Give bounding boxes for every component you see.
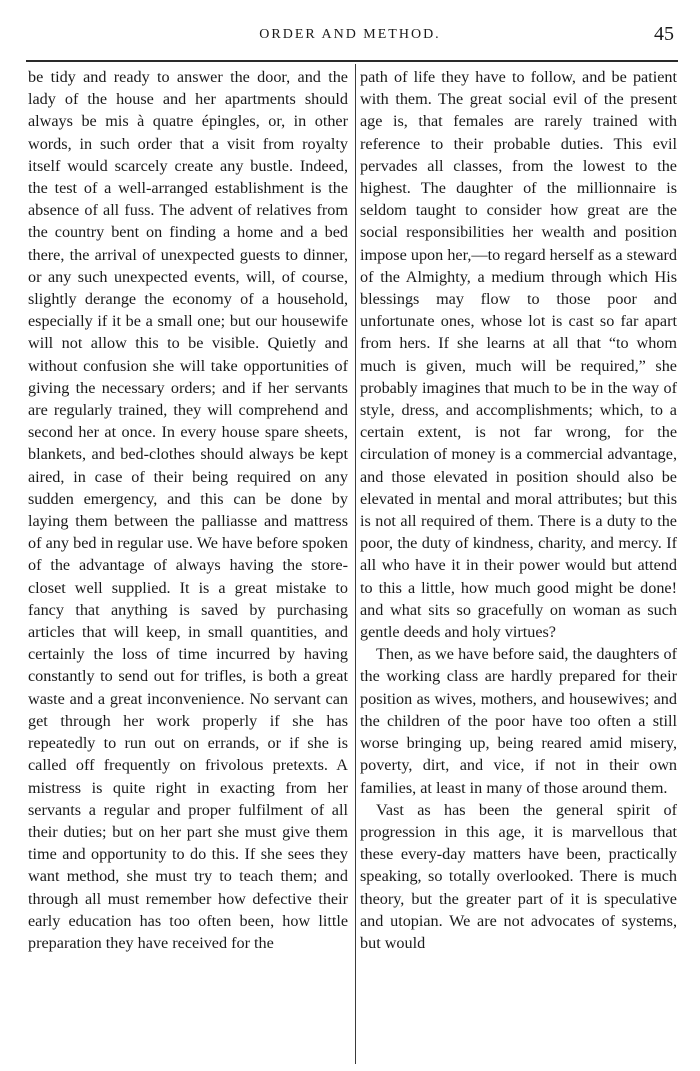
running-title: ORDER AND METHOD. xyxy=(259,27,441,42)
paragraph: Vast as has been the general spirit of progression in this age, it is marvellous that these every-day matters have been, practically speaking, so totally overlooked. There is much theory, but the greater part of it is speculative and utopian. We are not advocates of systems, but would xyxy=(360,800,677,952)
paragraph: Then, as we have before said, the daughters of the working class are hardly prepared for their position as wives, mothers, and housewives; and the children of the poor have too often a still worse bringing up, being reared amid misery, poverty, dirt, and vice, if not in their own families, at least in many of those around them. xyxy=(360,645,677,797)
header-rule xyxy=(26,60,678,62)
paragraph: be tidy and ready to answer the door, and the lady of the house and her apartments should always be mis à quatre épingles, or, in other words, in such order that a visit from royalty itself would scarcely create any bustle. Indeed, the test of a well-arranged establishment is the absence of all fuss. The advent of relatives from the country bent on finding a home and a bed there, the arrival of unexpected guests to dinner, or any such unexpected events, will, of course, slightly derange the economy of a household, especially if it be a small one; but our housewife will not allow this to be visible. Quietly and without confusion she will take opportunities of giving the necessary orders; and if her servants are regularly trained, they will comprehend and second her at once. In every house spare sheets, blankets, and bed-clothes should always be kept aired, in case of their being required on any sudden emergency, and this can be done by laying them between the palliasse and mattress of any bed in regular use. We have before spoken of the advantage of always having the store-closet well supplied. It is a great mistake to fancy that anything is saved by purchasing articles that will keep, in small quantities, and certainly the loss of time incurred by having constantly to send out for trifles, is both a great waste and a great inconvenience. No servant can get through her work properly if she has repeatedly to run out on errands, or if she is called off frequently on frivolous pretexts. A mistress is quite right in exacting from her servants a regular and proper fulfilment of all their duties; but on her part she must give them time and opportunity to do this. If she sees they want method, she must try to teach them; and through all must remember how defective their early education has too often been, how little preparation they have received for the xyxy=(28,68,348,952)
running-head xyxy=(0,23,700,55)
right-column xyxy=(360,66,677,954)
column-divider xyxy=(355,64,356,1064)
page-number: 45 xyxy=(654,23,674,45)
paragraph: path of life they have to follow, and be patient with them. The great social evil of the present age is, that females are rarely trained with reference to their probable duties. This evil pervades all classes, from the lowest to the highest. The daughter of the millionnaire is seldom taught to consider how great are the social responsibilities her wealth and position impose upon her,—to regard herself as a steward of the Almighty, a medium through which His blessings may flow to those poor and unfortunate ones, whose lot is cast so far apart from hers. If she learns at all that “to whom much is given, much will be required,” she probably imagines that much to be in the way of style, dress, and accomplishments; which, to a certain extent, is not far wrong, for the circulation of money is a commercial advantage, and those elevated in position should also be elevated in mental and moral attributes; but this is not all required of them. There is a duty to the poor, the duty of kindness, charity, and mercy. If all who have it in their power would but attend to this a little, how much good might be done! and what sits so gracefully on woman as such gentle deeds and holy virtues? xyxy=(360,68,677,642)
left-column xyxy=(28,66,348,954)
